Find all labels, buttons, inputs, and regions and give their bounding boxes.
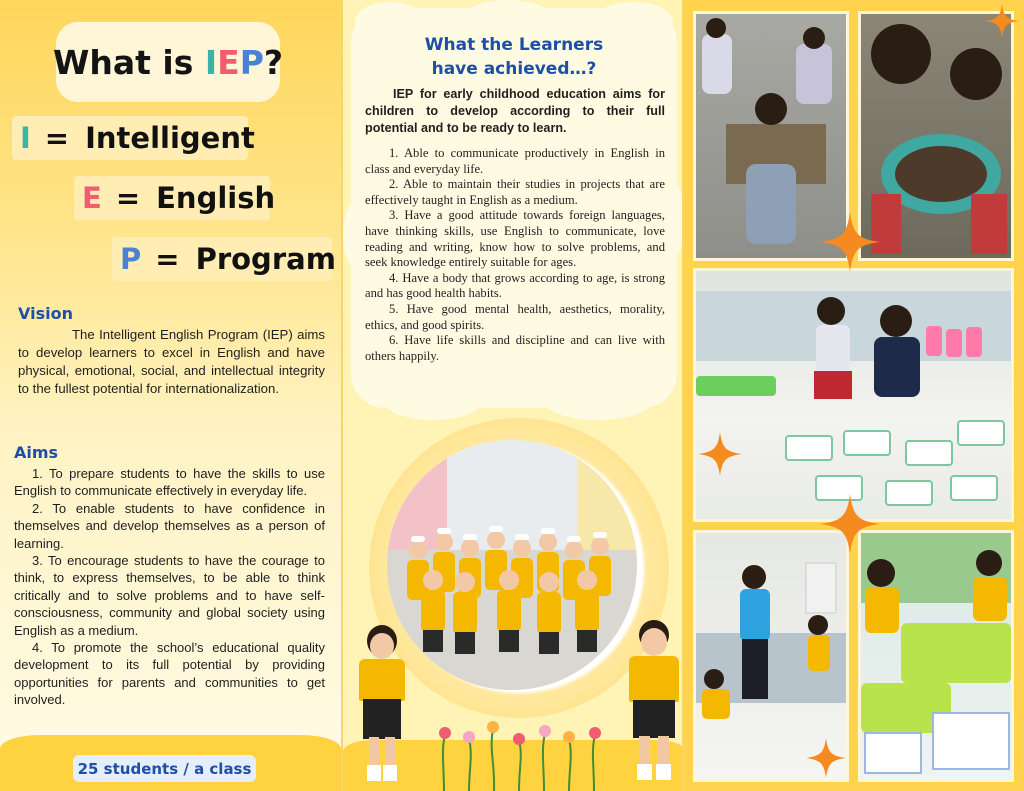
achievement-item: 5. Have good mental health, aesthetics, morality, ethics, and good spirits. bbox=[365, 301, 665, 332]
row-equals: = bbox=[44, 121, 70, 155]
cloud-bubble bbox=[463, 0, 553, 36]
photo-illustration bbox=[861, 14, 1011, 258]
middle-panel bbox=[341, 0, 684, 791]
title-suffix: ? bbox=[263, 42, 284, 82]
title-letter-p: P bbox=[239, 42, 264, 82]
iep-row-english bbox=[74, 176, 276, 220]
achievements-title bbox=[373, 33, 655, 81]
vision-paragraph: The Intelligent English Program (IEP) aims to develop learners to excel in English and have physical, emotional, social, and intellectual integrity to the fullest potential for internationalization. bbox=[18, 327, 325, 396]
cloud-bubble bbox=[543, 380, 653, 420]
aims-list bbox=[14, 465, 325, 709]
row-letter: E bbox=[82, 181, 102, 215]
group-photo-illustration bbox=[387, 440, 637, 690]
achievement-item: 6. Have life skills and discipline and can live with others happily. bbox=[365, 333, 665, 363]
achievement-item: 2. Able to maintain their studies in projects that are effectively taught in English as a medium. bbox=[365, 177, 665, 207]
page-title bbox=[52, 22, 284, 102]
achievement-item: 4. Have a body that grows according to age, is strong and has good health habits. bbox=[365, 270, 665, 301]
class-size-badge: 25 students / a class bbox=[73, 755, 256, 782]
title-line: have achieved…? bbox=[431, 59, 597, 79]
cloud-bubble bbox=[383, 380, 483, 420]
achievement-item: 3. Have a good attitude towards foreign languages, have thinking skills, use English to communicate, love reading and writing, know how to solve problems, and seek knowledge entirely suitable for ages. bbox=[365, 208, 665, 270]
activity-photo-coloring bbox=[858, 530, 1014, 782]
sparkle-icon bbox=[820, 212, 880, 272]
vision-text bbox=[18, 326, 325, 398]
sparkle-icon bbox=[820, 494, 880, 554]
flower-decoration bbox=[429, 715, 609, 791]
row-word: English bbox=[156, 181, 276, 215]
iep-row-program bbox=[112, 237, 336, 281]
activity-photo-flashcards bbox=[693, 268, 1014, 522]
title-prefix: What is bbox=[52, 42, 205, 82]
aims-item: 1. To prepare students to have the skills to use English to communicate effectively in everyday life. bbox=[14, 466, 325, 499]
row-word: Intelligent bbox=[85, 121, 255, 155]
achievement-item: 1. Able to communicate productively in English in class and everyday life. bbox=[365, 146, 665, 176]
aims-item: 4. To promote the school’s educational quality development to its full potential by providing opportunities for parents and communities to get involved. bbox=[14, 640, 325, 708]
aims-item: 3. To encourage students to have the courage to think, to express themselves, to be able to think critically and to solve problems and to have self-consciousness, community and global society using English as a medium. bbox=[14, 553, 325, 638]
intro-text: IEP for early childhood education aims for children to develop according to their full potential and to be ready to learn. bbox=[365, 87, 665, 135]
left-panel bbox=[0, 0, 341, 791]
student-boy-figure bbox=[625, 620, 684, 785]
aims-item: 2. To enable students to have confidence in themselves and develop themselves as a person of learning. bbox=[14, 500, 325, 551]
photo-illustration bbox=[696, 271, 1011, 519]
sparkle-icon bbox=[806, 738, 846, 778]
row-equals: = bbox=[155, 242, 180, 276]
row-letter: P bbox=[120, 242, 142, 276]
title-letter-i: I bbox=[204, 42, 218, 82]
iep-row-intelligent bbox=[12, 116, 255, 160]
sparkle-icon bbox=[698, 432, 742, 476]
activity-photo-planting bbox=[858, 11, 1014, 261]
row-equals: = bbox=[115, 181, 141, 215]
title-letter-e: E bbox=[217, 42, 240, 82]
row-letter: I bbox=[20, 121, 31, 155]
achievements-intro bbox=[365, 86, 665, 137]
vision-heading: Vision bbox=[18, 304, 73, 323]
aims-heading: Aims bbox=[14, 443, 59, 462]
student-girl-figure bbox=[353, 625, 413, 785]
group-photo bbox=[387, 440, 637, 690]
row-word: Program bbox=[195, 242, 336, 276]
title-line: What the Learners bbox=[424, 35, 604, 55]
sparkle-icon bbox=[985, 4, 1019, 38]
achievements-list bbox=[365, 146, 665, 364]
photo-illustration bbox=[861, 533, 1011, 779]
